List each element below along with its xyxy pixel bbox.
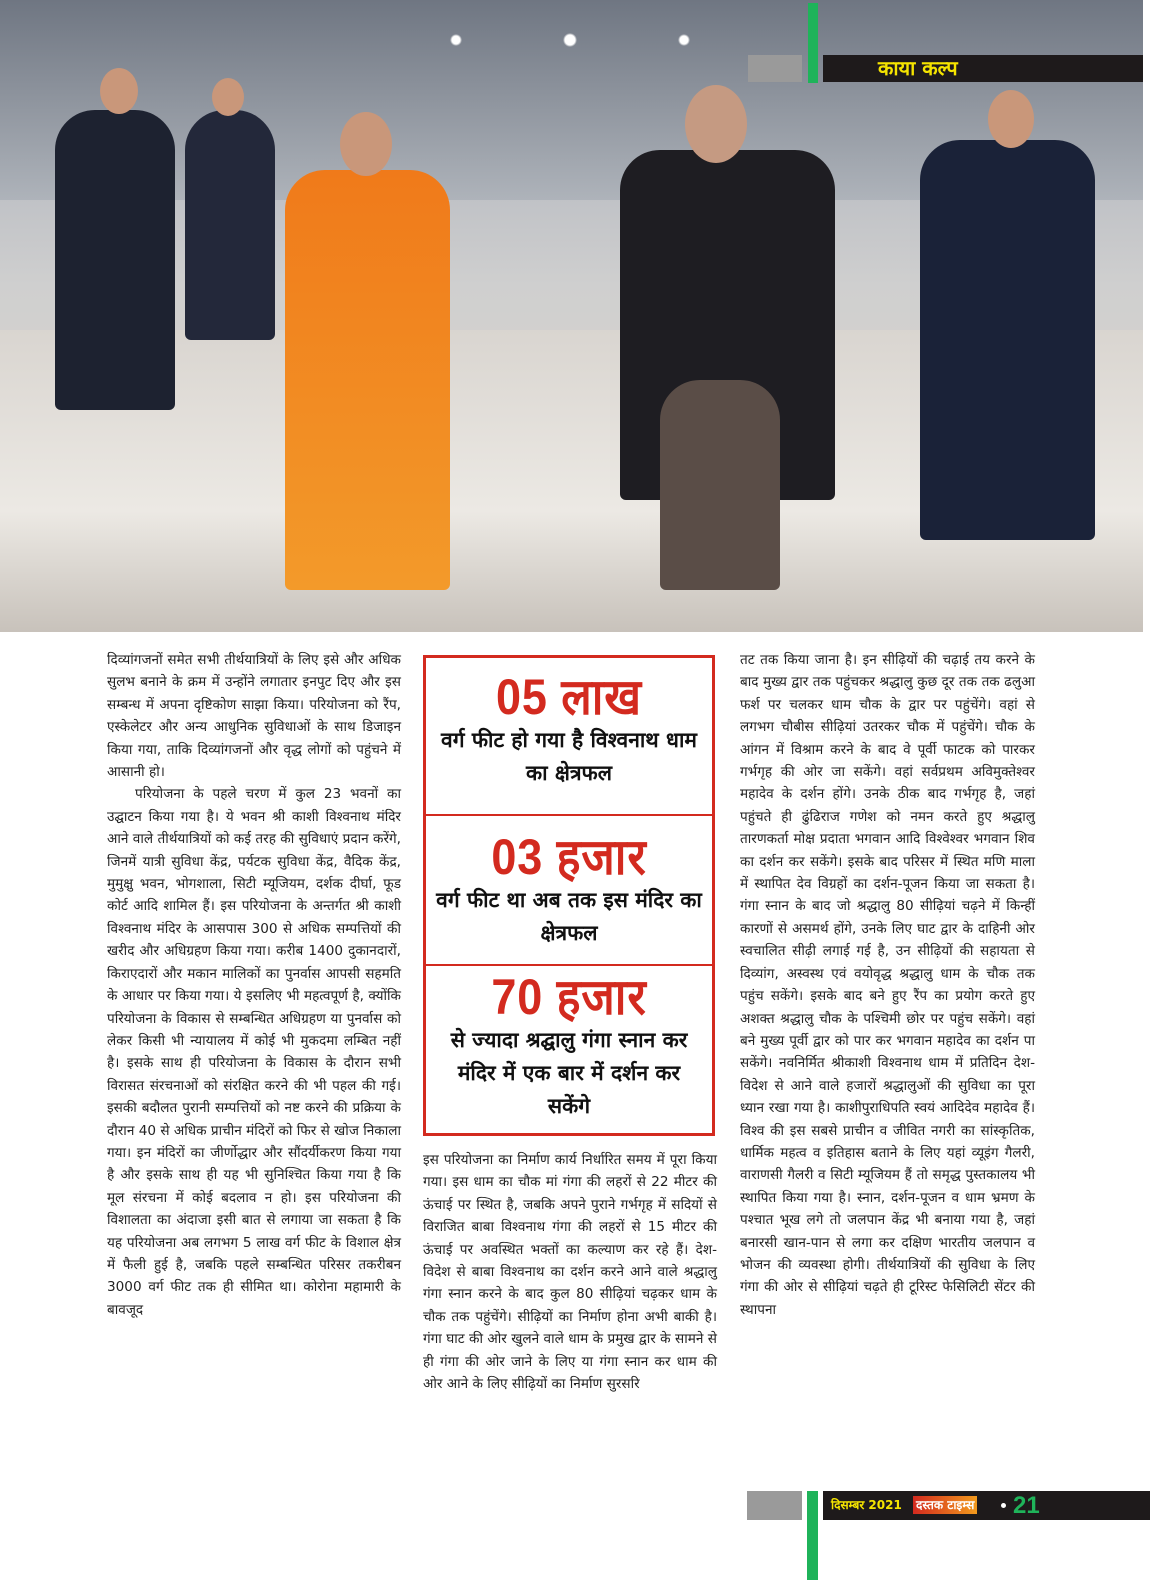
bullet-separator [1001,1503,1006,1508]
stat-figure: 03 हजार [491,829,647,885]
callout-stat [426,830,712,950]
person-dhoti [660,380,780,590]
callout-stat [426,670,712,790]
person-security-left [55,110,175,410]
person-security-back [185,110,275,340]
header-gray-block [748,55,802,82]
stat-text: वर्ग फीट था अब तक इस मंदिर का क्षेत्रफल [436,888,702,945]
article-column-right [740,649,1035,1321]
footer-bar [823,1491,1150,1520]
paragraph: दिव्यांगजनों समेत सभी तीर्थयात्रियों के लिए इसे और अधिक सुलभ बनाने के क्रम में उन्होंने लगातार इनपुट दिए और इस सम्बन्ध में अपना दृष्टिकोण साझा किया। परियोजना को रैंप, एस्केलेटर और अन्य आधुनिक सुविधाओं के साथ डिजाइन किया गया, ताकि दिव्यांगजनों और वृद्ध लोगों को पहुंचने में आसानी हो। [107,652,401,781]
paragraph: इस परियोजना का निर्माण कार्य निर्धारित समय में पूरा किया गया। इस धाम का चौक मां गंगा की लहरों से 22 मीटर की ऊंचाई पर स्थित है, जबकि अपने पुराने गर्भगृह में सदियों से विराजित बाबा विश्वनाथ गंगा की लहरों से 15 मीटर की ऊंचाई पर अवस्थित भक्तों का कल्याण कर रहे हैं। देश-विदेश से बाबा विश्वनाथ का दर्शन करने आने वाले श्रद्धालु गंगा स्नान करने के बाद कुल 80 सीढ़ियां चढ़कर धाम के चौक तक पहुंचेंगे। सीढ़ियों का निर्माण होना अभी बाकी है। गंगा घाट की ओर खुलने वाले धाम के प्रमुख द्वार के सामने से ही गंगा की ओर जाने के लिए या गंगा स्नान कर धाम की ओर आने के लिए सीढ़ियों का निर्माण सुरसरि [423,1152,717,1393]
person-security-right [920,140,1095,540]
paragraph: परियोजना के पहले चरण में कुल 23 भवनों का उद्घाटन किया गया है। ये भवन श्री काशी विश्वनाथ मंदिर आने वाले तीर्थयात्रियों को कई तरह की सुविधाएं प्रदान करेंगे, जिनमें यात्री सुविधा केंद्र, पर्यटक सुविधा केंद्र, वैदिक केंद्र, मुमुक्षु भवन, भोगशाला, सिटी म्यूजियम, दर्शक दीर्घा, फूड कोर्ट आदि शामिल हैं। इस परियोजना के अन्तर्गत श्री काशी विश्वनाथ मंदिर के आसपास 300 से अधिक सम्पत्तियों की खरीद और अधिग्रहण किया गया। करीब 1400 दुकानदारों, किराएदारों और मकान मालिकों का पुनर्वास आपसी सहमति के आधार पर किया गया। ये इसलिए भी महत्वपूर्ण है, क्योंकि परियोजना के विकास से सम्बन्धित अधिग्रहण या पुनर्वास को लेकर किसी भी न्यायालय में कोई भी मुकदमा लम्बित नहीं है। इसके साथ ही परियोजना के विकास के दौरान सभी विरासत संरचनाओं को संरक्षित करने की भी पहल की गई। इसकी बदौलत पुरानी सम्पत्तियों को नष्ट करने की प्रक्रिया के दौरान 40 से अधिक प्राचीन मंदिरों को फिर से खोज निकाला गया। इन मंदिरों का जीर्णोद्धार और सौंदर्यीकरण किया गया है और इसके साथ ही यह भी सुनिश्चित किया गया है कि मूल संरचना में कोई बदलाव न हो। इस परियोजना की विशालता का अंदाजा इसी बात से लगाया जा सकता है कि यह परियोजना अब लगभग 5 लाख वर्ग फीट के विशाल क्षेत्र में फैली हुई है, जबकि पहले सम्बन्धित परिसर तकरीबन 3000 वर्ग फीट तक ही सीमित था। कोरोना महामारी के बावजूद [107,786,401,1318]
callout-divider [426,964,712,966]
section-label-bar [823,55,1143,82]
paragraph: तट तक किया जाना है। इन सीढ़ियों की चढ़ाई तय करने के बाद मुख्य द्वार तक पहुंचकर श्रद्धालु कुछ दूर तक तक ढलुआ फर्श पर चलकर धाम चौक के द्वार पर पहुंचेंगे। वहां से लगभग चौबीस सीढ़ियां उतरकर चौक में पहुंचेंगे। चौक के आंगन में विश्राम करने के बाद वे पूर्वी फाटक को पारकर गर्भगृह की ओर जा सकेंगे। वहां सर्वप्रथम अविमुक्तेश्वर महादेव के दर्शन होंगे। उनके ठीक बाद गर्भगृह है, जहां पहुंचते ही ढुंढिराज गणेश को नमन करते हुए श्रद्धालु तारणकर्ता मोक्ष प्रदाता भगवान आदि विश्वेश्वर भगवान शिव का दर्शन कर सकेंगे। इसके बाद परिसर में स्थित मणि माला में स्थापित देव विग्रहों का दर्शन-पूजन किया जा सकता है। गंगा स्नान के बाद जो श्रद्धालु 80 सीढ़ियां चढ़ने में किन्हीं कारणों से असमर्थ होंगे, उनके लिए घाट द्वार के दाहिनी ओर स्वचालित सीढ़ी लगाई गई है, उन सीढ़ियों की सहायता से दिव्यांग, अस्वस्थ एवं वयोवृद्ध श्रद्धालु धाम के चौक तक पहुंच सकेंगे। इसके बाद बने हुए रैंप का प्रयोग करते हुए अशक्त श्रद्धालु चौक के पश्चिमी छोर पर पहुंच सकेंगे। वहां बने मुख्य पूर्वी द्वार को पार कर भगवान महादेव का दर्शन पा सकेंगे। नवनिर्मित श्रीकाशी विश्वनाथ धाम में प्रतिदिन देश-विदेश से आने वाले हजारों श्रद्धालुओं की सुविधा का पूरा ध्यान रखा गया है। काशीपुराधिपति स्वयं आदिदेव महादेव हैं। विश्व की इस सबसे प्राचीन व जीवित नगरी का सांस्कृतिक, धार्मिक महत्व व इतिहास बताने के लिए यहां व्यूइंग गैलरी, वाराणसी गैलरी व सिटी म्यूजियम हैं तो समृद्ध पुस्तकालय भी स्थापित किया गया है। स्नान, दर्शन-पूजन व धाम भ्रमण के पश्चात भूख लगे तो जलपान केंद्र भी बनाया गया है, जहां बनारसी खान-पान से लगा कर दक्षिण भारतीय जलपान व भोजन की व्यवस्था होगी। तीर्थयात्रियों की सुविधा के लिए गंगा की ओर से सीढ़ियां चढ़ते ही टूरिस्ट फेसिलिटी सेंटर की स्थापना [740,652,1035,1318]
header-green-bar [808,3,818,83]
person-head [685,85,747,163]
magazine-logo: दस्तक टाइम्स [913,1496,977,1514]
person-head [988,90,1034,148]
section-label: काया कल्प [878,56,958,80]
footer-gray-block [747,1491,802,1520]
stat-text: से ज्यादा श्रद्घालु गंगा स्नान कर मंदिर में एक बार में दर्शन कर सकेंगे [450,1028,688,1118]
callout-divider [426,814,712,816]
article-column-left [107,649,401,1321]
person-head [212,78,244,116]
stat-figure: 70 हजार [491,969,647,1025]
cover-photo [0,0,1143,632]
article-column-middle [423,1149,717,1395]
footer-green-bar [807,1491,818,1580]
stat-text: वर्ग फीट हो गया है विश्वनाथ धाम का क्षेत्रफल [441,728,697,785]
ceiling-lights [380,20,760,60]
stats-callout-box [423,655,715,1136]
stat-figure: 05 लाख [495,669,643,725]
person-head [100,68,138,114]
issue-date: दिसम्बर 2021 [831,1498,902,1512]
person-orange-robe [285,170,450,590]
callout-stat [426,970,712,1123]
person-head [340,112,392,176]
page-number: 21 [1013,1492,1040,1519]
